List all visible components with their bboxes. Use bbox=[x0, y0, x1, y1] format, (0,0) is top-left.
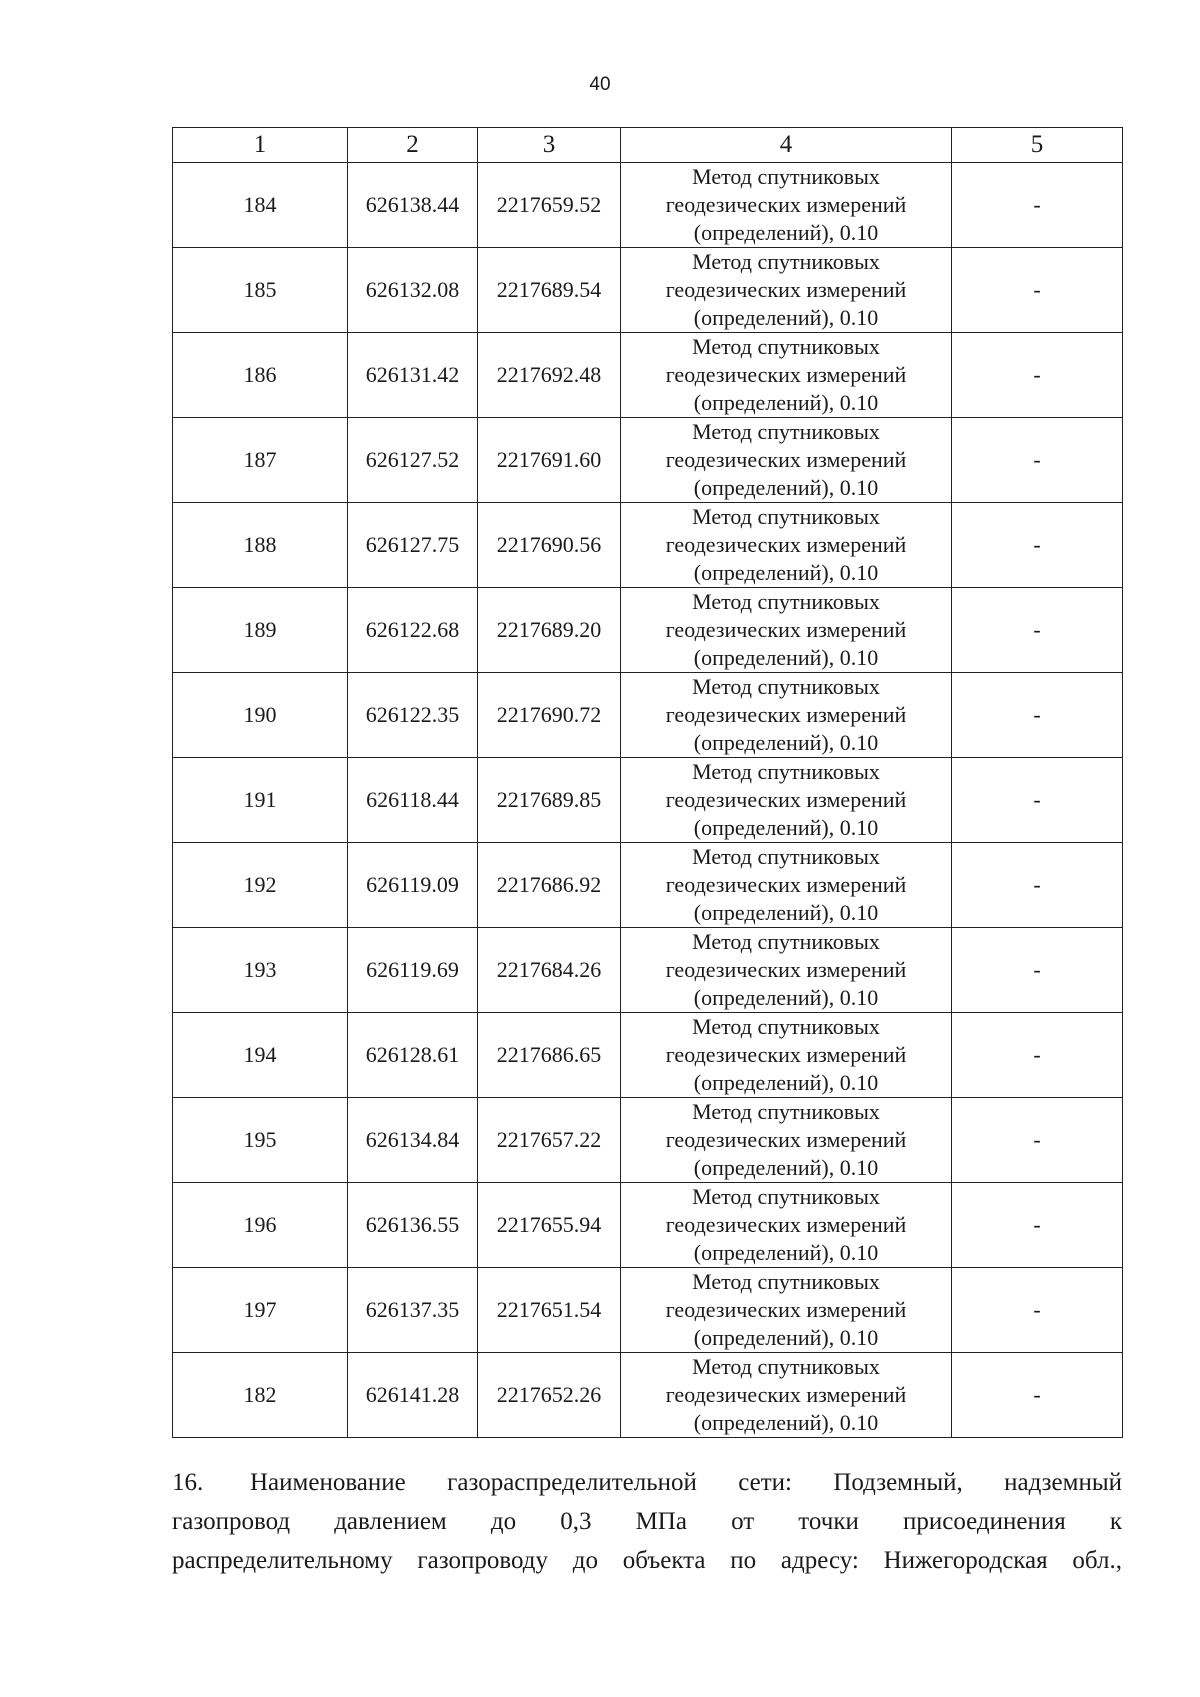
x-coordinate-cell: 626138.44 bbox=[348, 163, 478, 248]
paragraph-line bbox=[172, 1463, 1122, 1502]
y-coordinate-cell: 2217657.22 bbox=[478, 1098, 621, 1183]
method-cell bbox=[621, 1268, 952, 1353]
method-line: Метод спутниковых bbox=[692, 249, 880, 274]
column-header: 5 bbox=[952, 128, 1123, 163]
table-row bbox=[173, 928, 1123, 1013]
method-line: Метод спутниковых bbox=[692, 164, 880, 189]
table-header-row bbox=[173, 128, 1123, 163]
paragraph-line-text: Наименование газораспределительной сети: Подземный, надземный bbox=[250, 1469, 1122, 1496]
method-line: геодезических измерений bbox=[665, 617, 907, 642]
table-row bbox=[173, 758, 1123, 843]
method-line: (определений), 0.10 bbox=[693, 560, 879, 585]
y-coordinate-cell: 2217655.94 bbox=[478, 1183, 621, 1268]
note-cell: - bbox=[952, 673, 1123, 758]
point-number-cell: 182 bbox=[173, 1353, 348, 1438]
method-line: Метод спутниковых bbox=[692, 589, 880, 614]
method-line: Метод спутниковых bbox=[692, 334, 880, 359]
point-number-cell: 187 bbox=[173, 418, 348, 503]
method-line: геодезических измерений bbox=[665, 1042, 907, 1067]
method-cell bbox=[621, 588, 952, 673]
method-line: (определений), 0.10 bbox=[693, 730, 879, 755]
y-coordinate-cell: 2217686.65 bbox=[478, 1013, 621, 1098]
x-coordinate-cell: 626128.61 bbox=[348, 1013, 478, 1098]
note-cell: - bbox=[952, 1183, 1123, 1268]
note-cell: - bbox=[952, 1098, 1123, 1183]
table-row bbox=[173, 248, 1123, 333]
method-cell bbox=[621, 333, 952, 418]
section-paragraph bbox=[172, 1463, 1122, 1580]
method-line: (определений), 0.10 bbox=[693, 645, 879, 670]
y-coordinate-cell: 2217691.60 bbox=[478, 418, 621, 503]
method-line: (определений), 0.10 bbox=[693, 900, 879, 925]
coordinates-table bbox=[172, 127, 1123, 1438]
table-row bbox=[173, 1183, 1123, 1268]
note-cell: - bbox=[952, 248, 1123, 333]
table-row bbox=[173, 673, 1123, 758]
table-row bbox=[173, 1353, 1123, 1438]
table-row bbox=[173, 163, 1123, 248]
y-coordinate-cell: 2217659.52 bbox=[478, 163, 621, 248]
y-coordinate-cell: 2217684.26 bbox=[478, 928, 621, 1013]
table-row bbox=[173, 1013, 1123, 1098]
column-header: 4 bbox=[621, 128, 952, 163]
method-line: Метод спутниковых bbox=[692, 504, 880, 529]
paragraph-line: газопровод давлением до 0,3 МПа от точки присоединения к bbox=[172, 1508, 1122, 1535]
method-line: Метод спутниковых bbox=[692, 1354, 880, 1379]
note-cell: - bbox=[952, 163, 1123, 248]
table-row bbox=[173, 843, 1123, 928]
method-line: (определений), 0.10 bbox=[693, 1410, 879, 1435]
note-cell: - bbox=[952, 758, 1123, 843]
note-cell: - bbox=[952, 333, 1123, 418]
method-cell bbox=[621, 1013, 952, 1098]
method-line: геодезических измерений bbox=[665, 702, 907, 727]
method-line: Метод спутниковых bbox=[692, 1269, 880, 1294]
table-row bbox=[173, 588, 1123, 673]
note-cell: - bbox=[952, 843, 1123, 928]
note-cell: - bbox=[952, 418, 1123, 503]
table-body bbox=[173, 163, 1123, 1438]
note-cell: - bbox=[952, 928, 1123, 1013]
x-coordinate-cell: 626119.69 bbox=[348, 928, 478, 1013]
x-coordinate-cell: 626122.68 bbox=[348, 588, 478, 673]
y-coordinate-cell: 2217690.56 bbox=[478, 503, 621, 588]
table-row bbox=[173, 333, 1123, 418]
y-coordinate-cell: 2217651.54 bbox=[478, 1268, 621, 1353]
method-cell bbox=[621, 843, 952, 928]
note-cell: - bbox=[952, 1353, 1123, 1438]
point-number-cell: 185 bbox=[173, 248, 348, 333]
method-line: (определений), 0.10 bbox=[693, 1240, 879, 1265]
method-line: Метод спутниковых bbox=[692, 1099, 880, 1124]
method-line: (определений), 0.10 bbox=[693, 1155, 879, 1180]
method-cell bbox=[621, 1183, 952, 1268]
method-line: Метод спутниковых bbox=[692, 929, 880, 954]
paragraph-line: распределительному газопроводу до объекта по адресу: Нижегородская обл., bbox=[172, 1547, 1122, 1574]
method-cell bbox=[621, 928, 952, 1013]
point-number-cell: 195 bbox=[173, 1098, 348, 1183]
section-number: 16. bbox=[172, 1469, 204, 1496]
method-line: геодезических измерений bbox=[665, 1127, 907, 1152]
x-coordinate-cell: 626137.35 bbox=[348, 1268, 478, 1353]
point-number-cell: 192 bbox=[173, 843, 348, 928]
point-number-cell: 184 bbox=[173, 163, 348, 248]
method-cell bbox=[621, 248, 952, 333]
method-line: Метод спутниковых bbox=[692, 674, 880, 699]
page-number: 40 bbox=[589, 74, 611, 95]
x-coordinate-cell: 626141.28 bbox=[348, 1353, 478, 1438]
method-line: (определений), 0.10 bbox=[693, 985, 879, 1010]
method-cell bbox=[621, 503, 952, 588]
point-number-cell: 191 bbox=[173, 758, 348, 843]
method-cell bbox=[621, 673, 952, 758]
point-number-cell: 196 bbox=[173, 1183, 348, 1268]
y-coordinate-cell: 2217689.54 bbox=[478, 248, 621, 333]
method-line: Метод спутниковых bbox=[692, 419, 880, 444]
method-cell bbox=[621, 163, 952, 248]
table-row bbox=[173, 1268, 1123, 1353]
table-row bbox=[173, 418, 1123, 503]
x-coordinate-cell: 626134.84 bbox=[348, 1098, 478, 1183]
method-line: геодезических измерений bbox=[665, 447, 907, 472]
x-coordinate-cell: 626119.09 bbox=[348, 843, 478, 928]
y-coordinate-cell: 2217686.92 bbox=[478, 843, 621, 928]
method-cell bbox=[621, 1353, 952, 1438]
method-line: Метод спутниковых bbox=[692, 844, 880, 869]
x-coordinate-cell: 626127.52 bbox=[348, 418, 478, 503]
x-coordinate-cell: 626122.35 bbox=[348, 673, 478, 758]
point-number-cell: 197 bbox=[173, 1268, 348, 1353]
point-number-cell: 193 bbox=[173, 928, 348, 1013]
method-cell bbox=[621, 418, 952, 503]
y-coordinate-cell: 2217690.72 bbox=[478, 673, 621, 758]
method-line: геодезических измерений bbox=[665, 277, 907, 302]
method-line: геодезических измерений bbox=[665, 192, 907, 217]
method-line: Метод спутниковых bbox=[692, 759, 880, 784]
method-line: Метод спутниковых bbox=[692, 1184, 880, 1209]
table-row bbox=[173, 503, 1123, 588]
method-line: (определений), 0.10 bbox=[693, 1070, 879, 1095]
note-cell: - bbox=[952, 1268, 1123, 1353]
point-number-cell: 194 bbox=[173, 1013, 348, 1098]
method-line: (определений), 0.10 bbox=[693, 305, 879, 330]
method-line: геодезических измерений bbox=[665, 957, 907, 982]
method-line: геодезических измерений bbox=[665, 362, 907, 387]
note-cell: - bbox=[952, 503, 1123, 588]
method-line: геодезических измерений bbox=[665, 532, 907, 557]
method-cell bbox=[621, 758, 952, 843]
method-line: геодезических измерений bbox=[665, 1297, 907, 1322]
method-line: геодезических измерений bbox=[665, 1382, 907, 1407]
method-line: (определений), 0.10 bbox=[693, 475, 879, 500]
point-number-cell: 190 bbox=[173, 673, 348, 758]
method-cell bbox=[621, 1098, 952, 1183]
column-header: 3 bbox=[478, 128, 621, 163]
x-coordinate-cell: 626136.55 bbox=[348, 1183, 478, 1268]
y-coordinate-cell: 2217689.20 bbox=[478, 588, 621, 673]
point-number-cell: 188 bbox=[173, 503, 348, 588]
column-header: 1 bbox=[173, 128, 348, 163]
method-line: (определений), 0.10 bbox=[693, 815, 879, 840]
method-line: Метод спутниковых bbox=[692, 1014, 880, 1039]
x-coordinate-cell: 626127.75 bbox=[348, 503, 478, 588]
x-coordinate-cell: 626131.42 bbox=[348, 333, 478, 418]
method-line: (определений), 0.10 bbox=[693, 1325, 879, 1350]
x-coordinate-cell: 626132.08 bbox=[348, 248, 478, 333]
y-coordinate-cell: 2217689.85 bbox=[478, 758, 621, 843]
point-number-cell: 189 bbox=[173, 588, 348, 673]
method-line: (определений), 0.10 bbox=[693, 220, 879, 245]
x-coordinate-cell: 626118.44 bbox=[348, 758, 478, 843]
y-coordinate-cell: 2217692.48 bbox=[478, 333, 621, 418]
note-cell: - bbox=[952, 1013, 1123, 1098]
method-line: геодезических измерений bbox=[665, 787, 907, 812]
method-line: геодезических измерений bbox=[665, 1212, 907, 1237]
y-coordinate-cell: 2217652.26 bbox=[478, 1353, 621, 1438]
method-line: (определений), 0.10 bbox=[693, 390, 879, 415]
column-header: 2 bbox=[348, 128, 478, 163]
table-row bbox=[173, 1098, 1123, 1183]
point-number-cell: 186 bbox=[173, 333, 348, 418]
note-cell: - bbox=[952, 588, 1123, 673]
method-line: геодезических измерений bbox=[665, 872, 907, 897]
